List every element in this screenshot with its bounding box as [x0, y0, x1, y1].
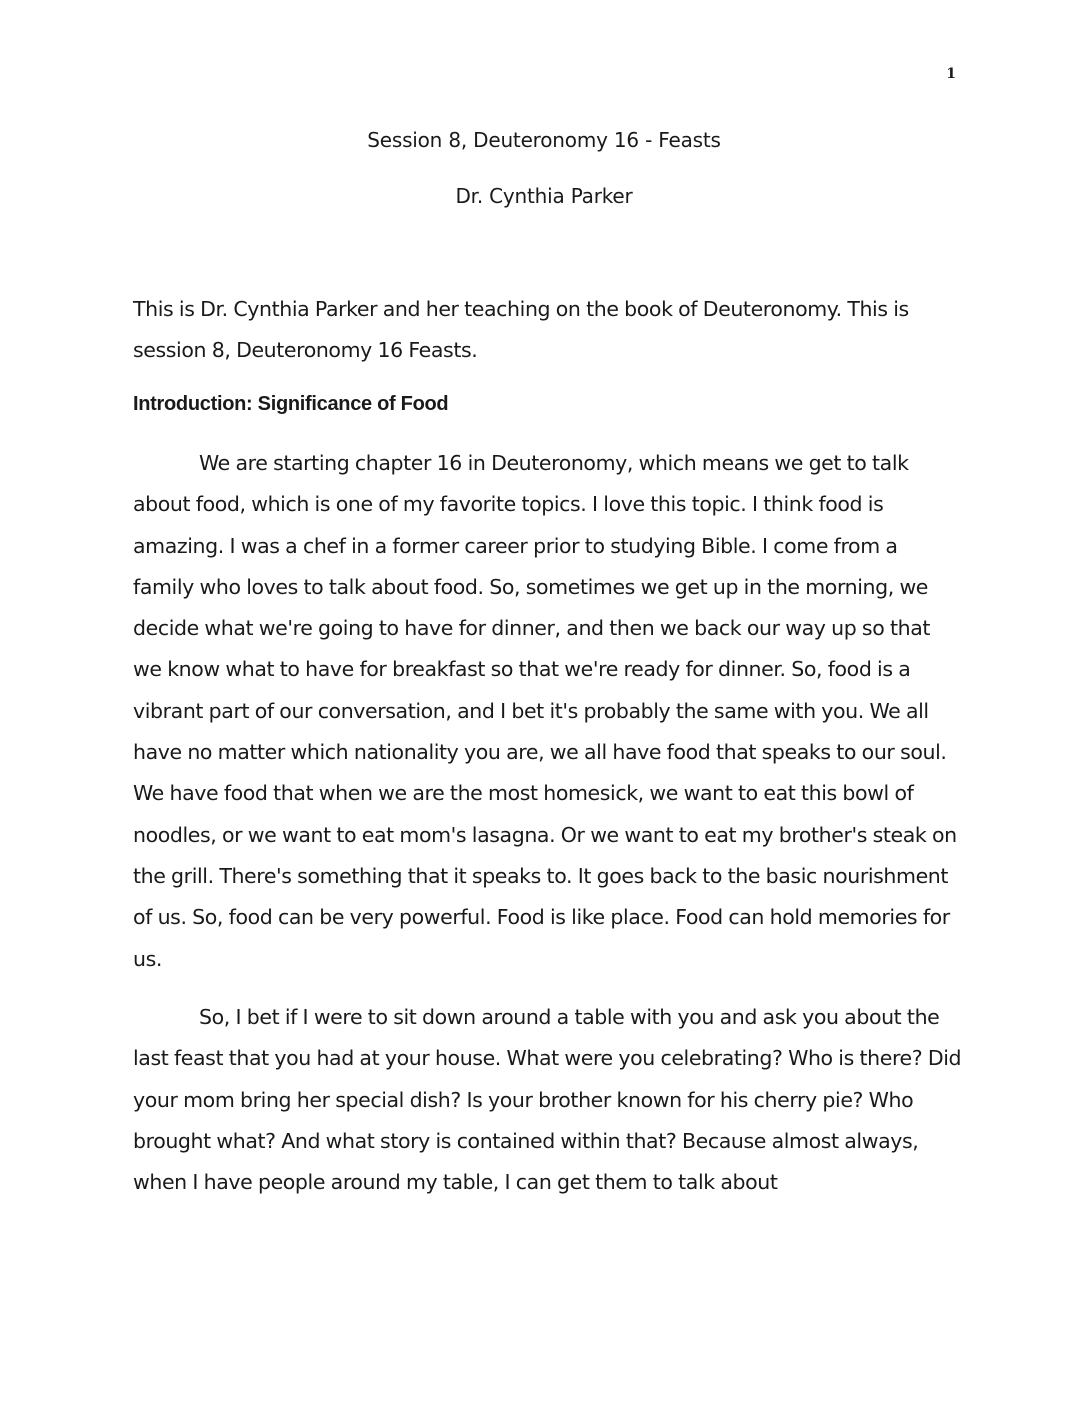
- body-paragraph: We are starting chapter 16 in Deuteronomy, which means we get to talk about food, which is one of my favorite topics. I love this topic. I think food is amazing. I was a chef in a former career prior to studying Bible. I come from a family who loves to talk about food. So, sometimes we get up in the morning, we decide what we're going to have for dinner, and then we back our way up so that we know what to have for breakfast so that we're ready for dinner. So, food is a vibrant part of our conversation, and I bet it's probably the same with you. We all have no matter which nationality you are, we all have food that speaks to our soul. We have food that when we are the most homesick, we want to eat this bowl of noodles, or we want to eat mom's lasagna. Or we want to eat my brother's steak on the grill. There's something that it speaks to. It goes back to the basic nourishment of us. So, food can be very powerful. Food is like place. Food can hold memories for us.: [133, 451, 957, 971]
- document-author: Dr. Cynthia Parker: [455, 184, 633, 208]
- document-title: Session 8, Deuteronomy 16 - Feasts: [367, 128, 721, 152]
- section-heading: Introduction: Significance of Food: [133, 393, 449, 415]
- body-paragraph: So, I bet if I were to sit down around a table with you and ask you about the last feast that you had at your house. What were you celebrating? Who is there? Did your mom bring her special dish? Is your brother known for his cherry pie? Who brought what? And what story is contained within that? Because almost always, when I have people around my table, I can get them to talk about: [133, 1005, 962, 1195]
- intro-paragraph: This is Dr. Cynthia Parker and her teaching on the book of Deuteronomy. This is session 8, Deuteronomy 16 Feasts.: [133, 297, 909, 363]
- page-number: 1: [946, 66, 956, 82]
